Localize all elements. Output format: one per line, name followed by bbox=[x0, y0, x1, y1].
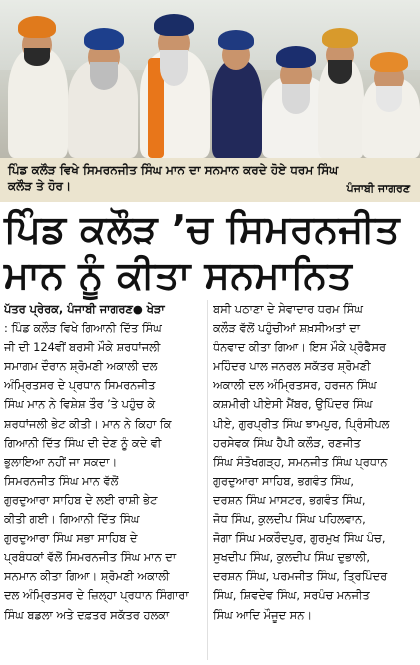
caption-line-2: ਕਲੌੜ ਤੇ ਹੋਰ। bbox=[8, 179, 72, 193]
article-line: ਸਿੰਘ, ਸ਼ਿਵਦੇਵ ਸਿੰਘ, ਸਰਪੰਚ ਮਨਜੀਤ bbox=[213, 588, 370, 603]
article-line: ਸਿੰਘ ਬਡਲਾ ਅਤੇ ਦਫ਼ਤਰ ਸਕੱਤਰ ਹਲਕਾ bbox=[4, 607, 170, 622]
byline-text: ਪੱਤਰ ਪ੍ਰੇਰਕ, ਪੰਜਾਬੀ ਜਾਗਰਣ● ਖੇੜਾ bbox=[4, 302, 165, 316]
photo-figure-beard bbox=[24, 48, 50, 66]
article-line: ਕਲੌੜ ਵੱਲੋਂ ਪਹੁੰਚੀਆਂ ਸ਼ਖ਼ਸੀਅਤਾਂ ਦਾ bbox=[213, 321, 361, 336]
article-line: ਸਿੰਘ ਮਾਨ ਨੇ ਵਿਸ਼ੇਸ਼ ਤੌਰ ’ਤੇ ਪਹੁੰਚ ਕੇ bbox=[4, 397, 156, 412]
article-line: ਪ੍ਰਬੰਧਕਾਂ ਵੱਲੋਂ ਸਿਮਰਨਜੀਤ ਸਿੰਘ ਮਾਨ ਦਾ bbox=[4, 550, 177, 565]
article-line: ਗੁਰਦੁਆਰਾ ਸਿੰਘ ਸਭਾ ਸਾਹਿਬ ਦੇ bbox=[4, 531, 138, 546]
article-line: ਦਰਸ਼ਨ ਸਿੰਘ ਮਾਸਟਰ, ਭਗਵੰਤ ਸਿੰਘ, bbox=[213, 492, 366, 507]
article-line: ਜੋਧ ਸਿੰਘ, ਕੁਲਦੀਪ ਸਿੰਘ ਪਹਿਲਵਾਨ, bbox=[213, 512, 366, 527]
article-line: ਸ਼ਰਧਾਂਜਲੀ ਭੇਟ ਕੀਤੀ। ਮਾਨ ਨੇ ਕਿਹਾ ਕਿ bbox=[4, 416, 172, 431]
photo-figure-turban bbox=[370, 52, 408, 72]
article-line: ਬਸੀ ਪਠਾਣਾ ਦੇ ਸੇਵਾਦਾਰ ਧਰਮ ਸਿੰਘ bbox=[213, 302, 363, 316]
article-line: ਗੁਰਦੁਆਰਾ ਸਾਹਿਬ, ਭਗਵੰਤ ਸਿੰਘ, bbox=[213, 473, 355, 488]
photo-figure-turban bbox=[322, 28, 358, 48]
article-line: ਗੁਰਦੁਆਰਾ ਸਾਹਿਬ ਦੇ ਲਈ ਰਾਸ਼ੀ ਭੇਟ bbox=[4, 492, 158, 507]
article-column-left bbox=[4, 300, 204, 625]
article-column-right bbox=[213, 300, 418, 625]
article-line: ਗਿਆਨੀ ਦਿੱਤ ਸਿੰਘ ਦੀ ਦੇਣ ਨੂੰ ਕਦੇ ਵੀ bbox=[4, 435, 162, 450]
article-line: ਸਿੰਘ ਸੰਤੋਖਗੜ੍ਹ, ਸਮਨਜੀਤ ਸਿੰਘ ਪ੍ਰਧਾਨ bbox=[213, 454, 388, 469]
right-column-lines bbox=[213, 300, 418, 625]
article-line: ਮਹਿੰਦਰ ਪਾਲ ਜਨਰਲ ਸਕੱਤਰ ਸ਼੍ਰੋਮਣੀ bbox=[213, 359, 371, 374]
article-line: ਸਿੰਘ ਆਦਿ ਮੌਜੂਦ ਸਨ। bbox=[213, 607, 313, 622]
article-line: ਸਮਾਗਮ ਦੌਰਾਨ ਸ਼੍ਰੋਮਣੀ ਅਕਾਲੀ ਦਲ bbox=[4, 359, 158, 374]
photo-figure-turban bbox=[18, 16, 56, 38]
article-line: ਜੀ ਦੀ 124ਵੀਂ ਬਰਸੀ ਮੌਕੇ ਸ਼ਰਧਾਂਜਲੀ bbox=[4, 340, 161, 355]
article-line: ਅੰਮ੍ਰਿਤਸਰ ਦੇ ਪ੍ਰਧਾਨ ਸਿਮਰਨਜੀਤ bbox=[4, 378, 156, 393]
photo-figure-turban bbox=[154, 14, 194, 36]
article-line: ਪੀਏ, ਗੁਰਪ੍ਰੀਤ ਸਿੰਘ ਝਾਮਪੁਰ, ਪ੍ਰਿੰਸੀਪਲ bbox=[213, 416, 390, 431]
article-line: ਸਨਮਾਨ ਕੀਤਾ ਗਿਆ। ਸ਼੍ਰੋਮਣੀ ਅਕਾਲੀ bbox=[4, 569, 170, 584]
photo-figure bbox=[212, 60, 262, 158]
photo-credit: ਪੰਜਾਬੀ ਜਾਗਰਣ bbox=[346, 182, 410, 195]
article-line: ਕੀਤੀ ਗਈ। ਗਿਆਨੀ ਦਿੱਤ ਸਿੰਘ bbox=[4, 512, 140, 527]
headline-line-1: ਪਿੰਡ ਕਲੌੜ ’ਚ ਸਿਮਰਨਜੀਤ bbox=[4, 207, 401, 251]
photo-figure-turban bbox=[84, 28, 124, 50]
photo-figure-beard bbox=[282, 84, 310, 114]
article-line: ਦਲ ਅੰਮ੍ਰਿਤਸਰ ਦੇ ਜ਼ਿਲ੍ਹਾ ਪ੍ਰਧਾਨ ਸਿੰਗਾਰਾ bbox=[4, 588, 189, 603]
photo-caption bbox=[0, 158, 420, 202]
article-line: ਭੁਲਾਇਆ ਨਹੀਂ ਜਾ ਸਕਦਾ। bbox=[4, 454, 118, 469]
article-line: ਜੋਗਾ ਸਿੰਘ ਮਕਰੌਦਪੁਰ, ਗੁਰਮੁਖ ਸਿੰਘ ਪੰਚ, bbox=[213, 531, 386, 546]
article-line: ਦਰਸ਼ਨ ਸਿੰਘ, ਪਰਮਜੀਤ ਸਿੰਘ, ਤ੍ਰਿਪਿੰਦਰ bbox=[213, 569, 388, 584]
photo-figure-beard bbox=[376, 86, 402, 112]
photo-figure-turban bbox=[276, 46, 316, 68]
caption-line-1: ਪਿੰਡ ਕਲੌੜ ਵਿਖੇ ਸਿਮਰਨਜੀਤ ਸਿੰਘ ਮਾਨ ਦਾ ਸਨਮਾਨ ਕਰਦੇ ਹੋਏ ਧਰਮ ਸਿੰਘ bbox=[8, 163, 339, 177]
article-line: : ਪਿੰਡ ਕਲੌੜ ਵਿਖੇ ਗਿਆਨੀ ਦਿੱਤ ਸਿੰਘ bbox=[4, 321, 162, 336]
article-line: ਸਿਮਰਨਜੀਤ ਸਿੰਘ ਮਾਨ ਵੱਲੋਂ bbox=[4, 473, 119, 488]
article-line: ਹਰਸੇਵਕ ਸਿੰਘ ਹੈਪੀ ਕਲੌੜ, ਰਣਜੀਤ bbox=[213, 435, 361, 450]
article-line: ਕਸ਼ਮੀਰੀ ਪੀਏਸੀ ਮੈਂਬਰ, ਉਪਿੰਦਰ ਸਿੰਘ bbox=[213, 397, 373, 412]
photo-figure-turban bbox=[218, 30, 254, 50]
headline-line-2: ਮਾਨ ਨੂੰ ਕੀਤਾ ਸਨਮਾਨਿਤ bbox=[4, 253, 353, 297]
headline bbox=[4, 206, 416, 298]
photo-figure-beard bbox=[328, 60, 352, 84]
photo-figure-beard bbox=[90, 62, 118, 90]
article-line: ਧੰਨਵਾਦ ਕੀਤਾ ਗਿਆ। ਇਸ ਮੌਕੇ ਪ੍ਰੋਫੈਸਰ bbox=[213, 340, 386, 355]
column-divider bbox=[207, 300, 208, 660]
news-photo bbox=[0, 0, 420, 158]
left-column-lines bbox=[4, 319, 204, 625]
byline bbox=[4, 300, 204, 319]
article-line: ਅਕਾਲੀ ਦਲ ਅੰਮ੍ਰਿਤਸਰ, ਹਰਜਨ ਸਿੰਘ bbox=[213, 378, 377, 393]
article-line: ਸੁਖਦੀਪ ਸਿੰਘ, ਕੁਲਦੀਪ ਸਿੰਘ ਦੁਭਾਲੀ, bbox=[213, 550, 371, 565]
photo-figure-beard bbox=[160, 50, 188, 86]
